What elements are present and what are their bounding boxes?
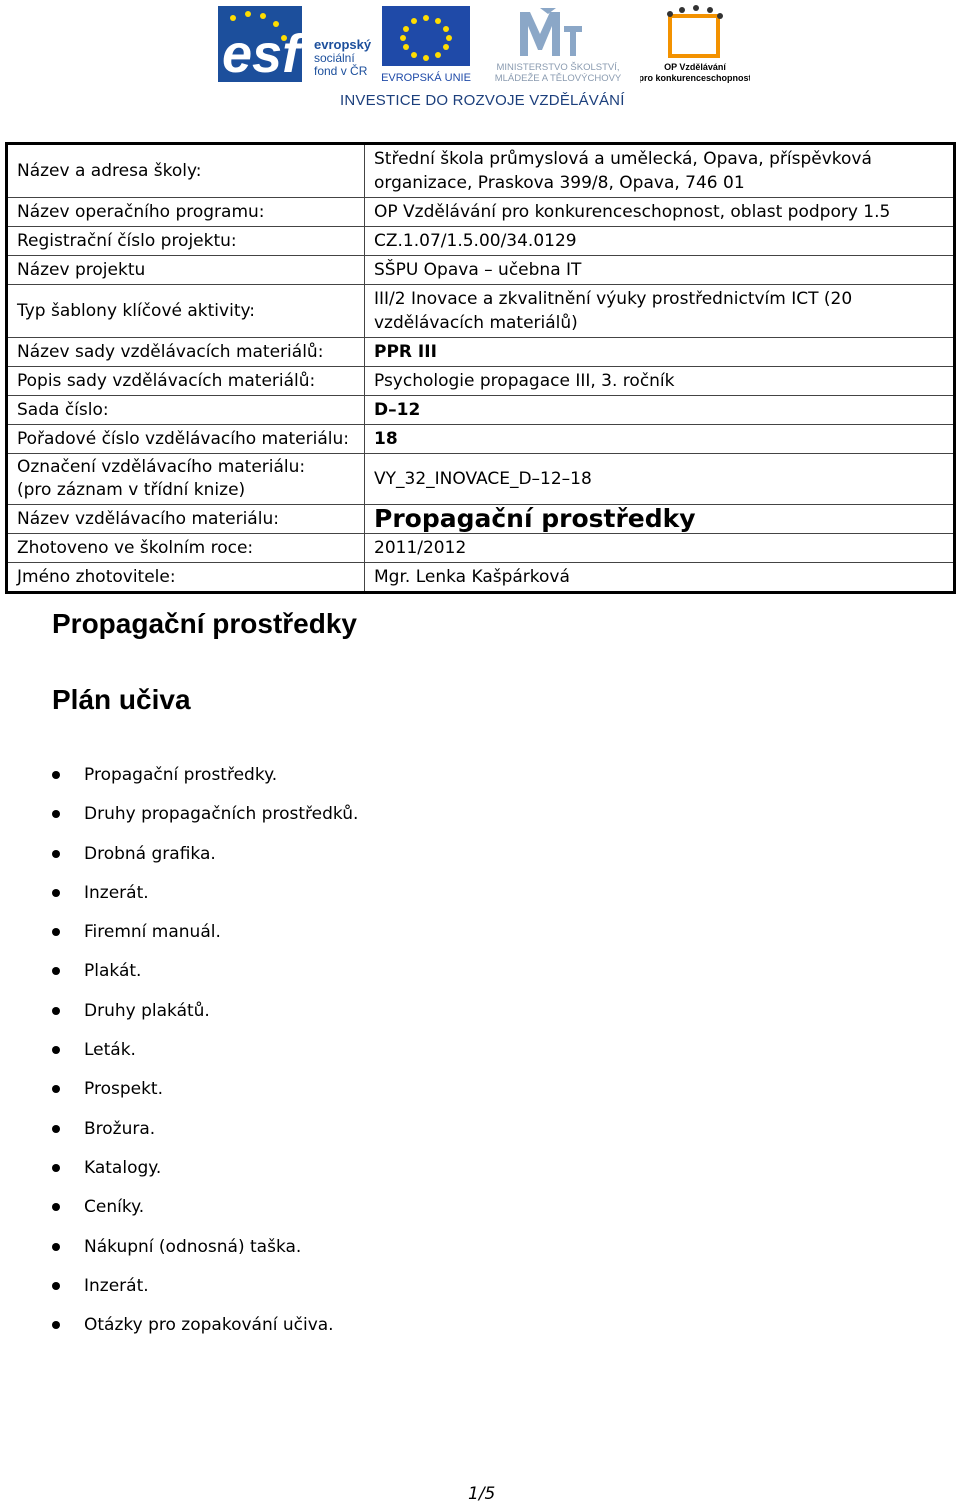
op-line1: OP Vzdělávání <box>664 62 726 72</box>
bullet-icon <box>52 810 60 818</box>
bullet-icon <box>52 928 60 936</box>
eu-label: EVROPSKÁ UNIE <box>381 72 471 84</box>
bullet-icon <box>52 1085 60 1093</box>
bullet-icon <box>52 1046 60 1054</box>
op-logo <box>640 4 750 84</box>
table-row <box>7 367 955 396</box>
label-skola: Název a adresa školy: <box>7 144 365 198</box>
list-item-text: Inzerát. <box>84 1275 149 1296</box>
list-item-text: Brožura. <box>84 1118 156 1139</box>
table-row <box>7 425 955 454</box>
label-typ-sablony: Typ šablony klíčové aktivity: <box>7 285 365 338</box>
list-item-text: Otázky pro zopakování učiva. <box>84 1315 334 1336</box>
page-number: 1/5 <box>468 1484 496 1504</box>
label-nazev-sady: Název sady vzdělávacích materiálů: <box>7 338 365 367</box>
label-registracni-cislo: Registrační číslo projektu: <box>7 227 365 256</box>
curriculum-list <box>52 759 358 1348</box>
list-item-text: Drobná grafika. <box>84 843 216 864</box>
value-skolni-rok: 2011/2012 <box>365 534 955 563</box>
label-skolni-rok: Zhotoveno ve školním roce: <box>7 534 365 563</box>
eu-logo <box>378 6 474 84</box>
value-registracni-cislo: CZ.1.07/1.5.00/34.0129 <box>365 227 955 256</box>
bullet-icon <box>52 1007 60 1015</box>
page-title: Propagační prostředky <box>52 608 357 639</box>
value-nazev-materialu: Propagační prostředky <box>365 505 955 534</box>
label-zhotovitel: Jméno zhotovitele: <box>7 563 365 593</box>
msmt-line2: MLÁDEŽE A TĚLOVÝCHOVY <box>494 73 622 84</box>
list-item <box>52 1113 358 1152</box>
table-row <box>7 563 955 593</box>
esf-line1: evropský <box>314 37 372 52</box>
value-program: OP Vzdělávání pro konkurenceschopnost, oblast podpory 1.5 <box>365 198 955 227</box>
list-item <box>52 1270 358 1309</box>
table-row <box>7 396 955 425</box>
msmt-mark-icon <box>478 4 638 84</box>
list-item <box>52 995 358 1034</box>
list-item-text: Propagační prostředky. <box>84 765 278 785</box>
table-row <box>7 198 955 227</box>
value-typ-sablony: III/2 Inovace a zkvalitnění výuky prostřednictvím ICT (20 vzdělávacích materiálů) <box>365 285 955 338</box>
table-row <box>7 505 955 534</box>
bullet-icon <box>52 1164 60 1172</box>
value-poradove-cislo: 18 <box>365 425 955 454</box>
list-item <box>52 877 358 916</box>
investice-tagline: INVESTICE DO ROZVOJE VZDĚLÁVÁNÍ <box>340 92 625 109</box>
eu-flag-icon <box>378 6 474 84</box>
list-item-text: Plakát. <box>84 961 142 982</box>
table-row <box>7 144 955 198</box>
list-item-text: Prospekt. <box>84 1079 163 1100</box>
value-sada-cislo: D–12 <box>365 396 955 425</box>
list-item <box>52 1309 358 1348</box>
value-skola: Střední škola průmyslová a umělecká, Opava, příspěvková organizace, Praskova 399/8, Opava, 746 01 <box>365 144 955 198</box>
list-item <box>52 1073 358 1112</box>
list-item-text: Druhy propagačních prostředků. <box>84 804 359 825</box>
list-item <box>52 1152 358 1191</box>
label-nazev-materialu: Název vzdělávacího materiálu: <box>7 505 365 534</box>
list-item <box>52 1231 358 1270</box>
esf-logo <box>218 6 378 82</box>
msmt-line1: MINISTERSTVO ŠKOLSTVÍ, <box>496 62 620 73</box>
esf-line3: fond v ČR <box>314 64 368 79</box>
list-item <box>52 838 358 877</box>
esf-line2: sociální <box>314 51 355 66</box>
bullet-icon <box>52 1321 60 1329</box>
value-popis-sady: Psychologie propagace III, 3. ročník <box>365 367 955 396</box>
table-row <box>7 338 955 367</box>
list-item-text: Inzerát. <box>84 882 149 903</box>
msmt-logo <box>478 4 638 84</box>
label-oznaceni <box>7 454 365 505</box>
bullet-icon <box>52 967 60 975</box>
bullet-icon <box>52 850 60 858</box>
list-item-text: Firemní manuál. <box>84 922 221 943</box>
label-oznaceni-line2: (pro záznam v třídní knize) <box>17 480 246 500</box>
value-nazev-projektu: SŠPU Opava – učebna IT <box>365 256 955 285</box>
esf-letters: esf <box>222 24 301 82</box>
list-item <box>52 1034 358 1073</box>
list-item <box>52 798 358 837</box>
table-row <box>7 454 955 505</box>
label-popis-sady: Popis sady vzdělávacích materiálů: <box>7 367 365 396</box>
list-item-text: Nákupní (odnosná) taška. <box>84 1236 302 1257</box>
label-nazev-projektu: Název projektu <box>7 256 365 285</box>
bullet-icon <box>52 1203 60 1211</box>
op-line2: pro konkurenceschopnost <box>640 73 750 83</box>
list-item-text: Ceníky. <box>84 1197 145 1218</box>
table-row <box>7 534 955 563</box>
bullet-icon <box>52 1282 60 1290</box>
list-item <box>52 916 358 955</box>
op-mark-icon <box>640 4 750 84</box>
section-heading: Plán učiva <box>52 684 191 715</box>
value-nazev-sady: PPR III <box>365 338 955 367</box>
table-row <box>7 227 955 256</box>
bullet-icon <box>52 771 60 779</box>
list-item <box>52 759 358 798</box>
label-sada-cislo: Sada číslo: <box>7 396 365 425</box>
label-program: Název operačního programu: <box>7 198 365 227</box>
document-info-table <box>5 142 956 594</box>
bullet-icon <box>52 1243 60 1251</box>
list-item <box>52 955 358 994</box>
label-oznaceni-line1: Označení vzdělávacího materiálu: <box>17 457 306 477</box>
bullet-icon <box>52 1125 60 1133</box>
table-row <box>7 285 955 338</box>
table-row <box>7 256 955 285</box>
list-item <box>52 1191 358 1230</box>
value-zhotovitel: Mgr. Lenka Kašpárková <box>365 563 955 593</box>
list-item-text: Druhy plakátů. <box>84 1000 210 1021</box>
value-oznaceni: VY_32_INOVACE_D–12–18 <box>365 454 955 505</box>
logo-banner <box>210 0 760 115</box>
list-item-text: Katalogy. <box>84 1157 162 1178</box>
list-item-text: Leták. <box>84 1040 136 1061</box>
bullet-icon <box>52 889 60 897</box>
label-poradove-cislo: Pořadové číslo vzdělávacího materiálu: <box>7 425 365 454</box>
esf-flag-icon <box>218 6 302 82</box>
